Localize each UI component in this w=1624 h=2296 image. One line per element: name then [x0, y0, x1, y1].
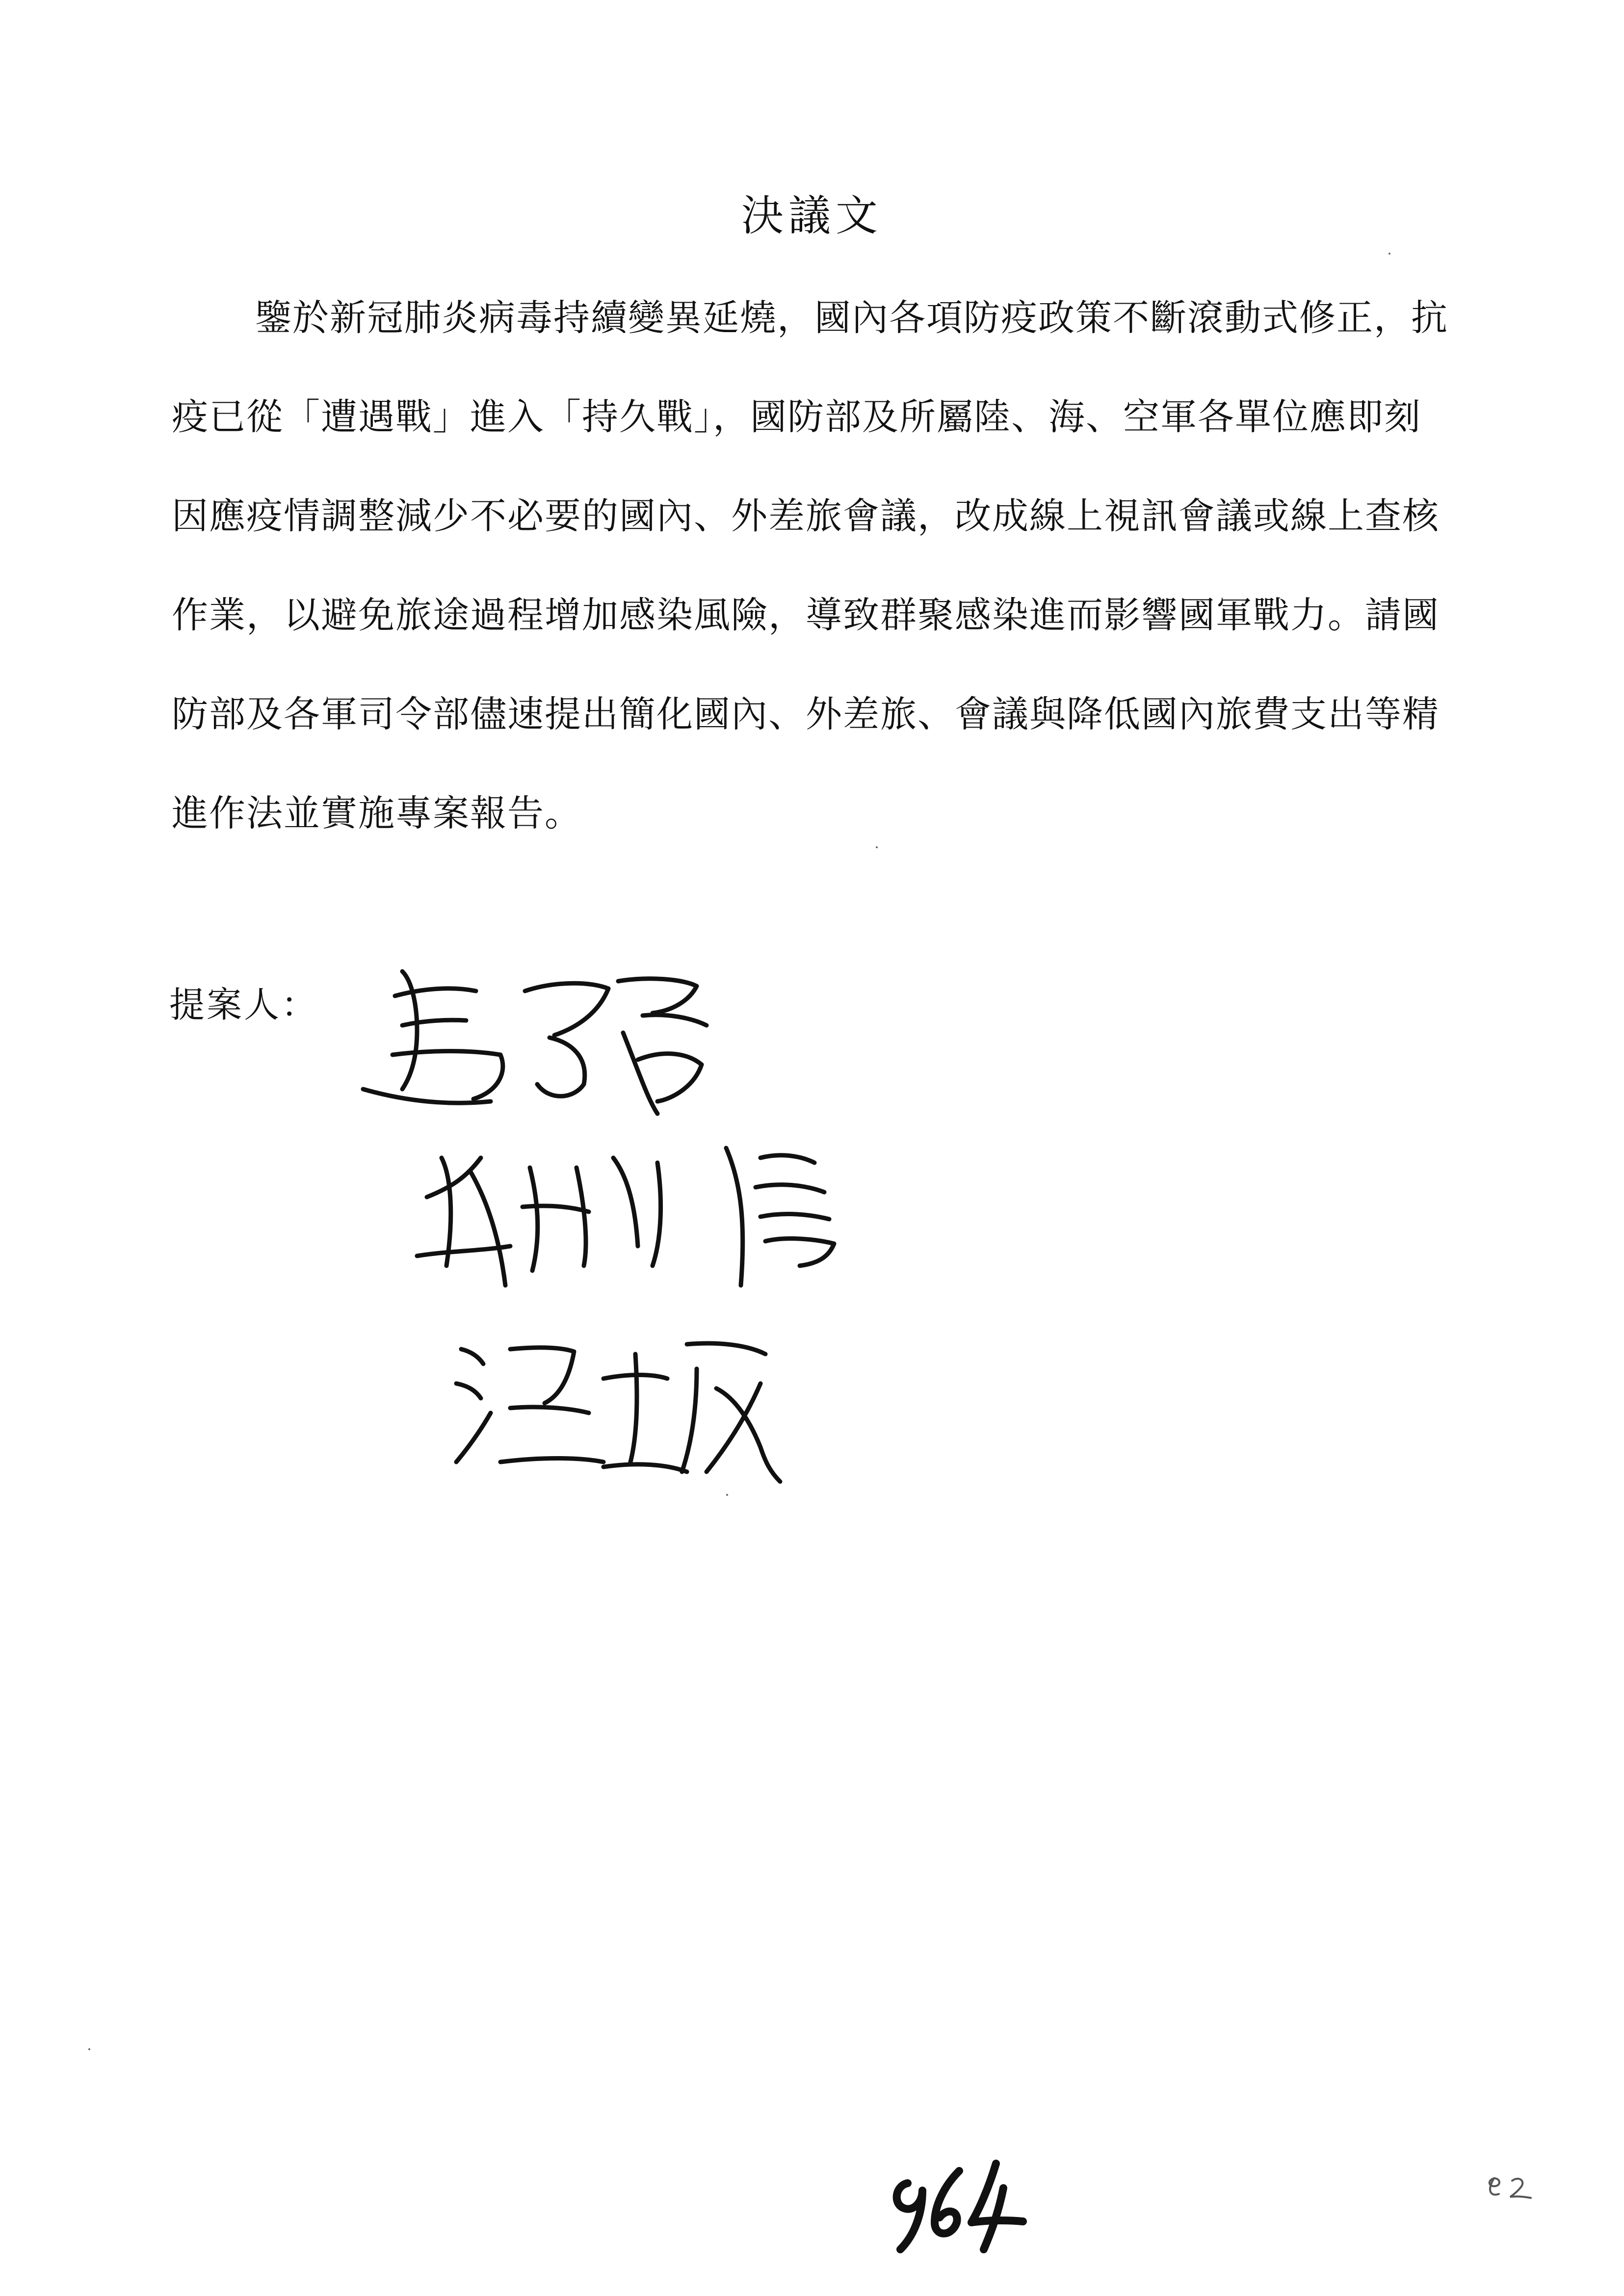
document-title: 決議文 — [741, 191, 883, 240]
scan-speck — [876, 846, 878, 848]
scan-speck — [1388, 253, 1390, 255]
handwritten-page-number — [873, 2149, 1030, 2257]
scan-speck — [88, 2048, 90, 2050]
body-line-3: 因應疫情調整減少不必要的國內、外差旅會議，改成線上視訊會議或線上查核 — [172, 495, 1440, 537]
scan-speck — [726, 1494, 728, 1496]
body-line-6: 進作法並實施專案報告。 — [172, 792, 582, 835]
signature-3 — [442, 1325, 785, 1491]
body-line-2: 疫已從「遭遇戰」進入「持久戰」，國防部及所屬陸、海、空軍各單位應即刻 — [172, 396, 1421, 438]
proposer-label: 提案人： — [169, 984, 319, 1025]
body-line-4: 作業，以避免旅途過程增加感染風險，導致群聚感染進而影響國軍戰力。請國 — [172, 594, 1440, 636]
body-line-1: 鑒於新冠肺炎病毒持續變異延燒，國內各項防疫政策不斷滾動式修正，抗 — [255, 297, 1448, 339]
signature-2 — [407, 1138, 849, 1295]
signature-1 — [343, 952, 716, 1128]
margin-note — [1482, 2168, 1536, 2203]
body-line-5: 防部及各軍司令部儘速提出簡化國內、外差旅、會議與降低國內旅費支出等精 — [172, 693, 1440, 735]
